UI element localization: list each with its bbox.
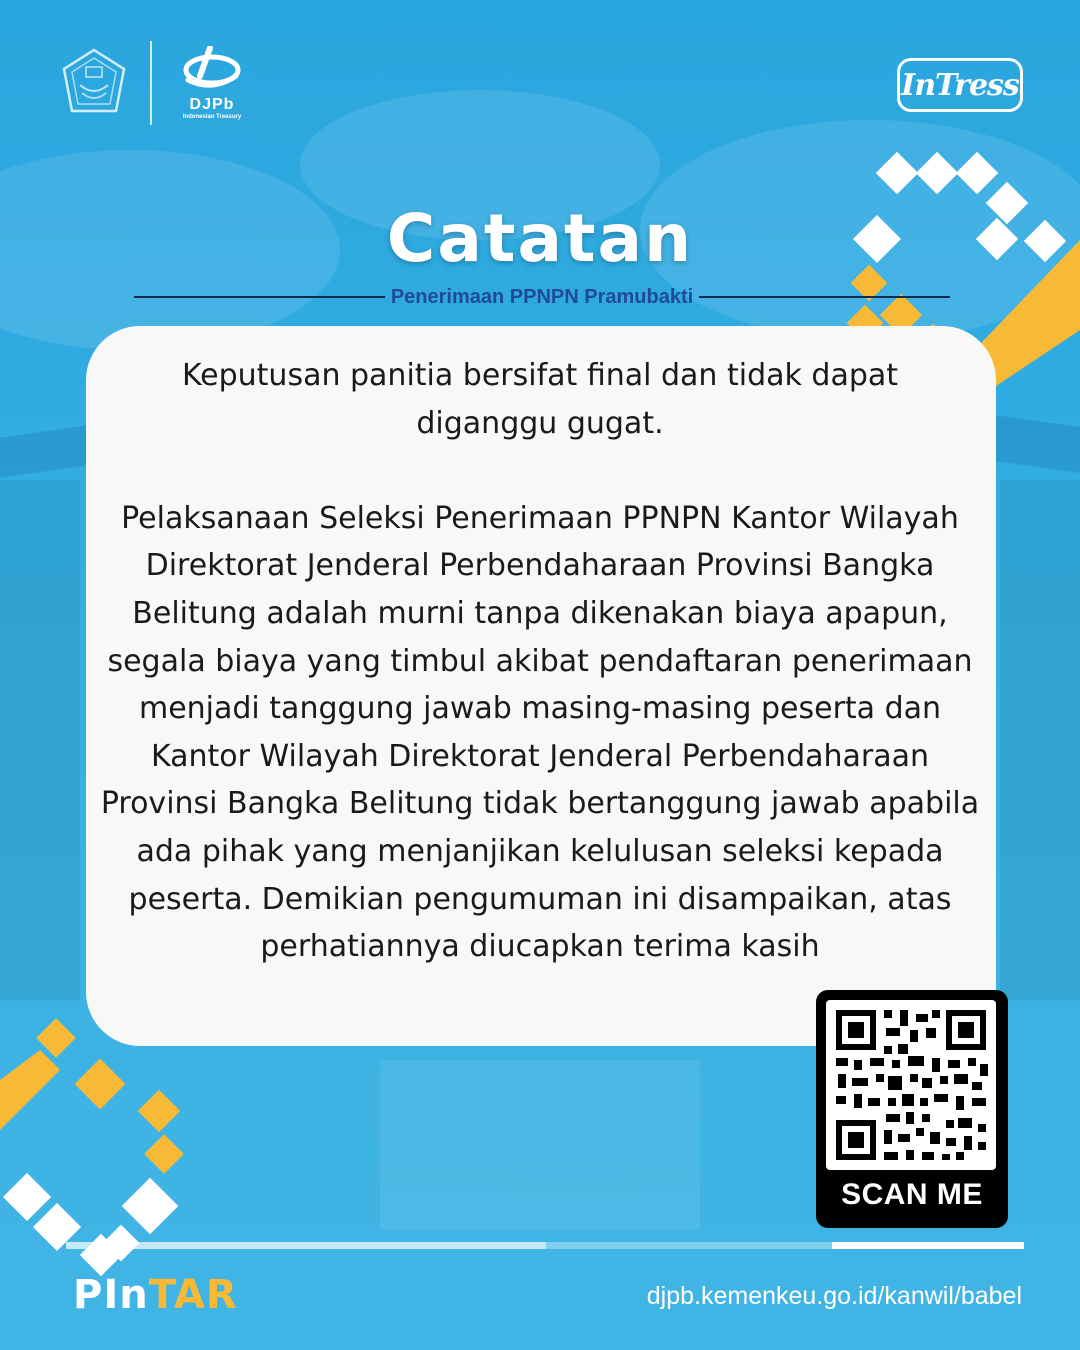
website-url[interactable]: djpb.kemenkeu.go.id/kanwil/babel xyxy=(646,1282,1022,1310)
subtitle-rule-left xyxy=(134,296,385,298)
page-title: Catatan xyxy=(386,200,694,277)
logo-divider xyxy=(150,41,152,125)
header-logos xyxy=(58,40,252,126)
djpb-logo xyxy=(172,46,252,120)
decorative-pattern-bottom-left xyxy=(0,1010,200,1280)
paragraph-final-decision: Keputusan panitia bersifat final dan tidak dapat diganggu gugat. xyxy=(181,358,899,441)
kemenkeu-emblem-icon xyxy=(58,47,130,119)
subtitle-row xyxy=(134,284,950,310)
page-subtitle: Penerimaan PPNPN Pramubakti xyxy=(390,285,694,308)
qr-code-icon xyxy=(826,1000,996,1170)
scan-me-label: SCAN ME xyxy=(841,1178,983,1211)
qr-code-card[interactable] xyxy=(816,990,1008,1228)
paragraph-free-selection: Pelaksanaan Seleksi Penerimaan PPNPN Kantor Wilayah Direktorat Jenderal Perbendaharaan Provinsi Bangka Belitung adalah murni tanpa dikenakan biaya apapun, segala biaya yang timbul akibat pendaftaran penerimaan menjadi tanggung jawab masing-masing peserta dan Kantor Wilayah Direktorat Jenderal Perbendaharaan Provinsi Bangka Belitung tidak bertanggung jawab apabila ada pihak yang menjanjikan kelulusan seleksi kepada peserta. Demikian pengumuman ini disampaikan, atas perhatiannya diucapkan terima kasih xyxy=(100,500,980,965)
djpb-name: DJPb xyxy=(189,96,235,113)
intress-logo: InTress xyxy=(897,58,1023,112)
footer-divider xyxy=(66,1242,1024,1249)
pintar-logo xyxy=(73,1272,238,1318)
pintar-logo-part2: TAR xyxy=(148,1272,238,1318)
announcement-text xyxy=(96,352,984,971)
djpb-mark-icon xyxy=(180,46,244,94)
qr-code[interactable] xyxy=(826,1000,996,1170)
pintar-logo-part1: PIn xyxy=(73,1272,149,1318)
subtitle-rule-right xyxy=(699,296,950,298)
djpb-tagline: Indonesian Treasury xyxy=(182,114,242,120)
